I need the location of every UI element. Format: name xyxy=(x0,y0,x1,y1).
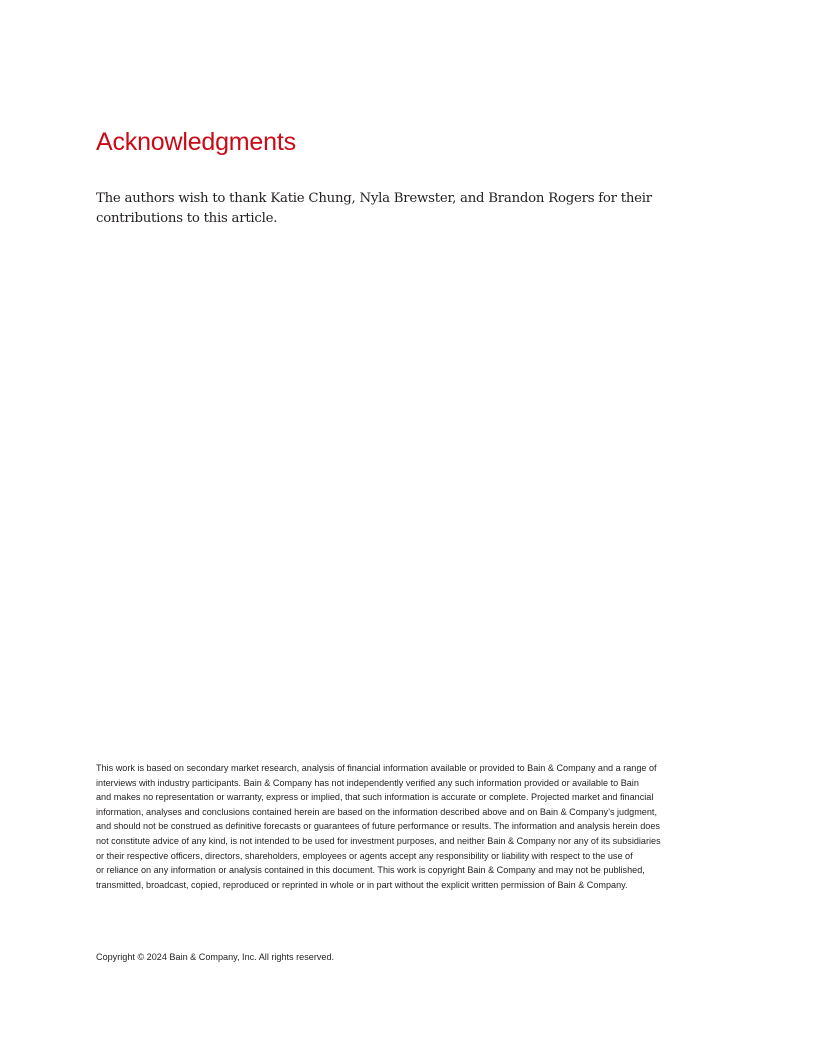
disclaimer-line: and makes no representation or warranty, express or implied, that such information is accurate or complete. Projected market and financial xyxy=(96,792,654,803)
disclaimer-block xyxy=(96,761,724,892)
disclaimer-line: or their respective officers, directors, shareholders, employees or agents accept any responsibility or liability with respect to the use of xyxy=(96,850,633,861)
disclaimer-line: transmitted, broadcast, copied, reproduced or reprinted in whole or in part without the explicit written permission of Bain & Company. xyxy=(96,879,628,890)
disclaimer-line: and should not be construed as definitive forecasts or guarantees of future performance or results. The information and analysis herein does xyxy=(96,821,660,832)
disclaimer-line: or reliance on any information or analysis contained in this document. This work is copyright Bain & Company and may not be published, xyxy=(96,865,645,876)
disclaimer-line: not constitute advice of any kind, is not intended to be used for investment purposes, and neither Bain & Company nor any of its subsidiaries xyxy=(96,835,661,846)
copyright-notice: Copyright © 2024 Bain & Company, Inc. All rights reserved. xyxy=(96,952,335,962)
disclaimer-line: This work is based on secondary market research, analysis of financial information available or provided to Bain & Company and a range of xyxy=(96,763,657,773)
disclaimer-line: information, analyses and conclusions contained herein are based on the information described above and on Bain & Company’s judgment, xyxy=(96,806,657,817)
disclaimer-line: interviews with industry participants. Bain & Company has not independently verified any such information provided or available to Bain xyxy=(96,777,639,788)
acknowledgments-paragraph: The authors wish to thank Katie Chung, Nyla Brewster, and Brandon Rogers for their contributions to this article. xyxy=(96,191,652,226)
page-title: Acknowledgments xyxy=(96,128,296,156)
